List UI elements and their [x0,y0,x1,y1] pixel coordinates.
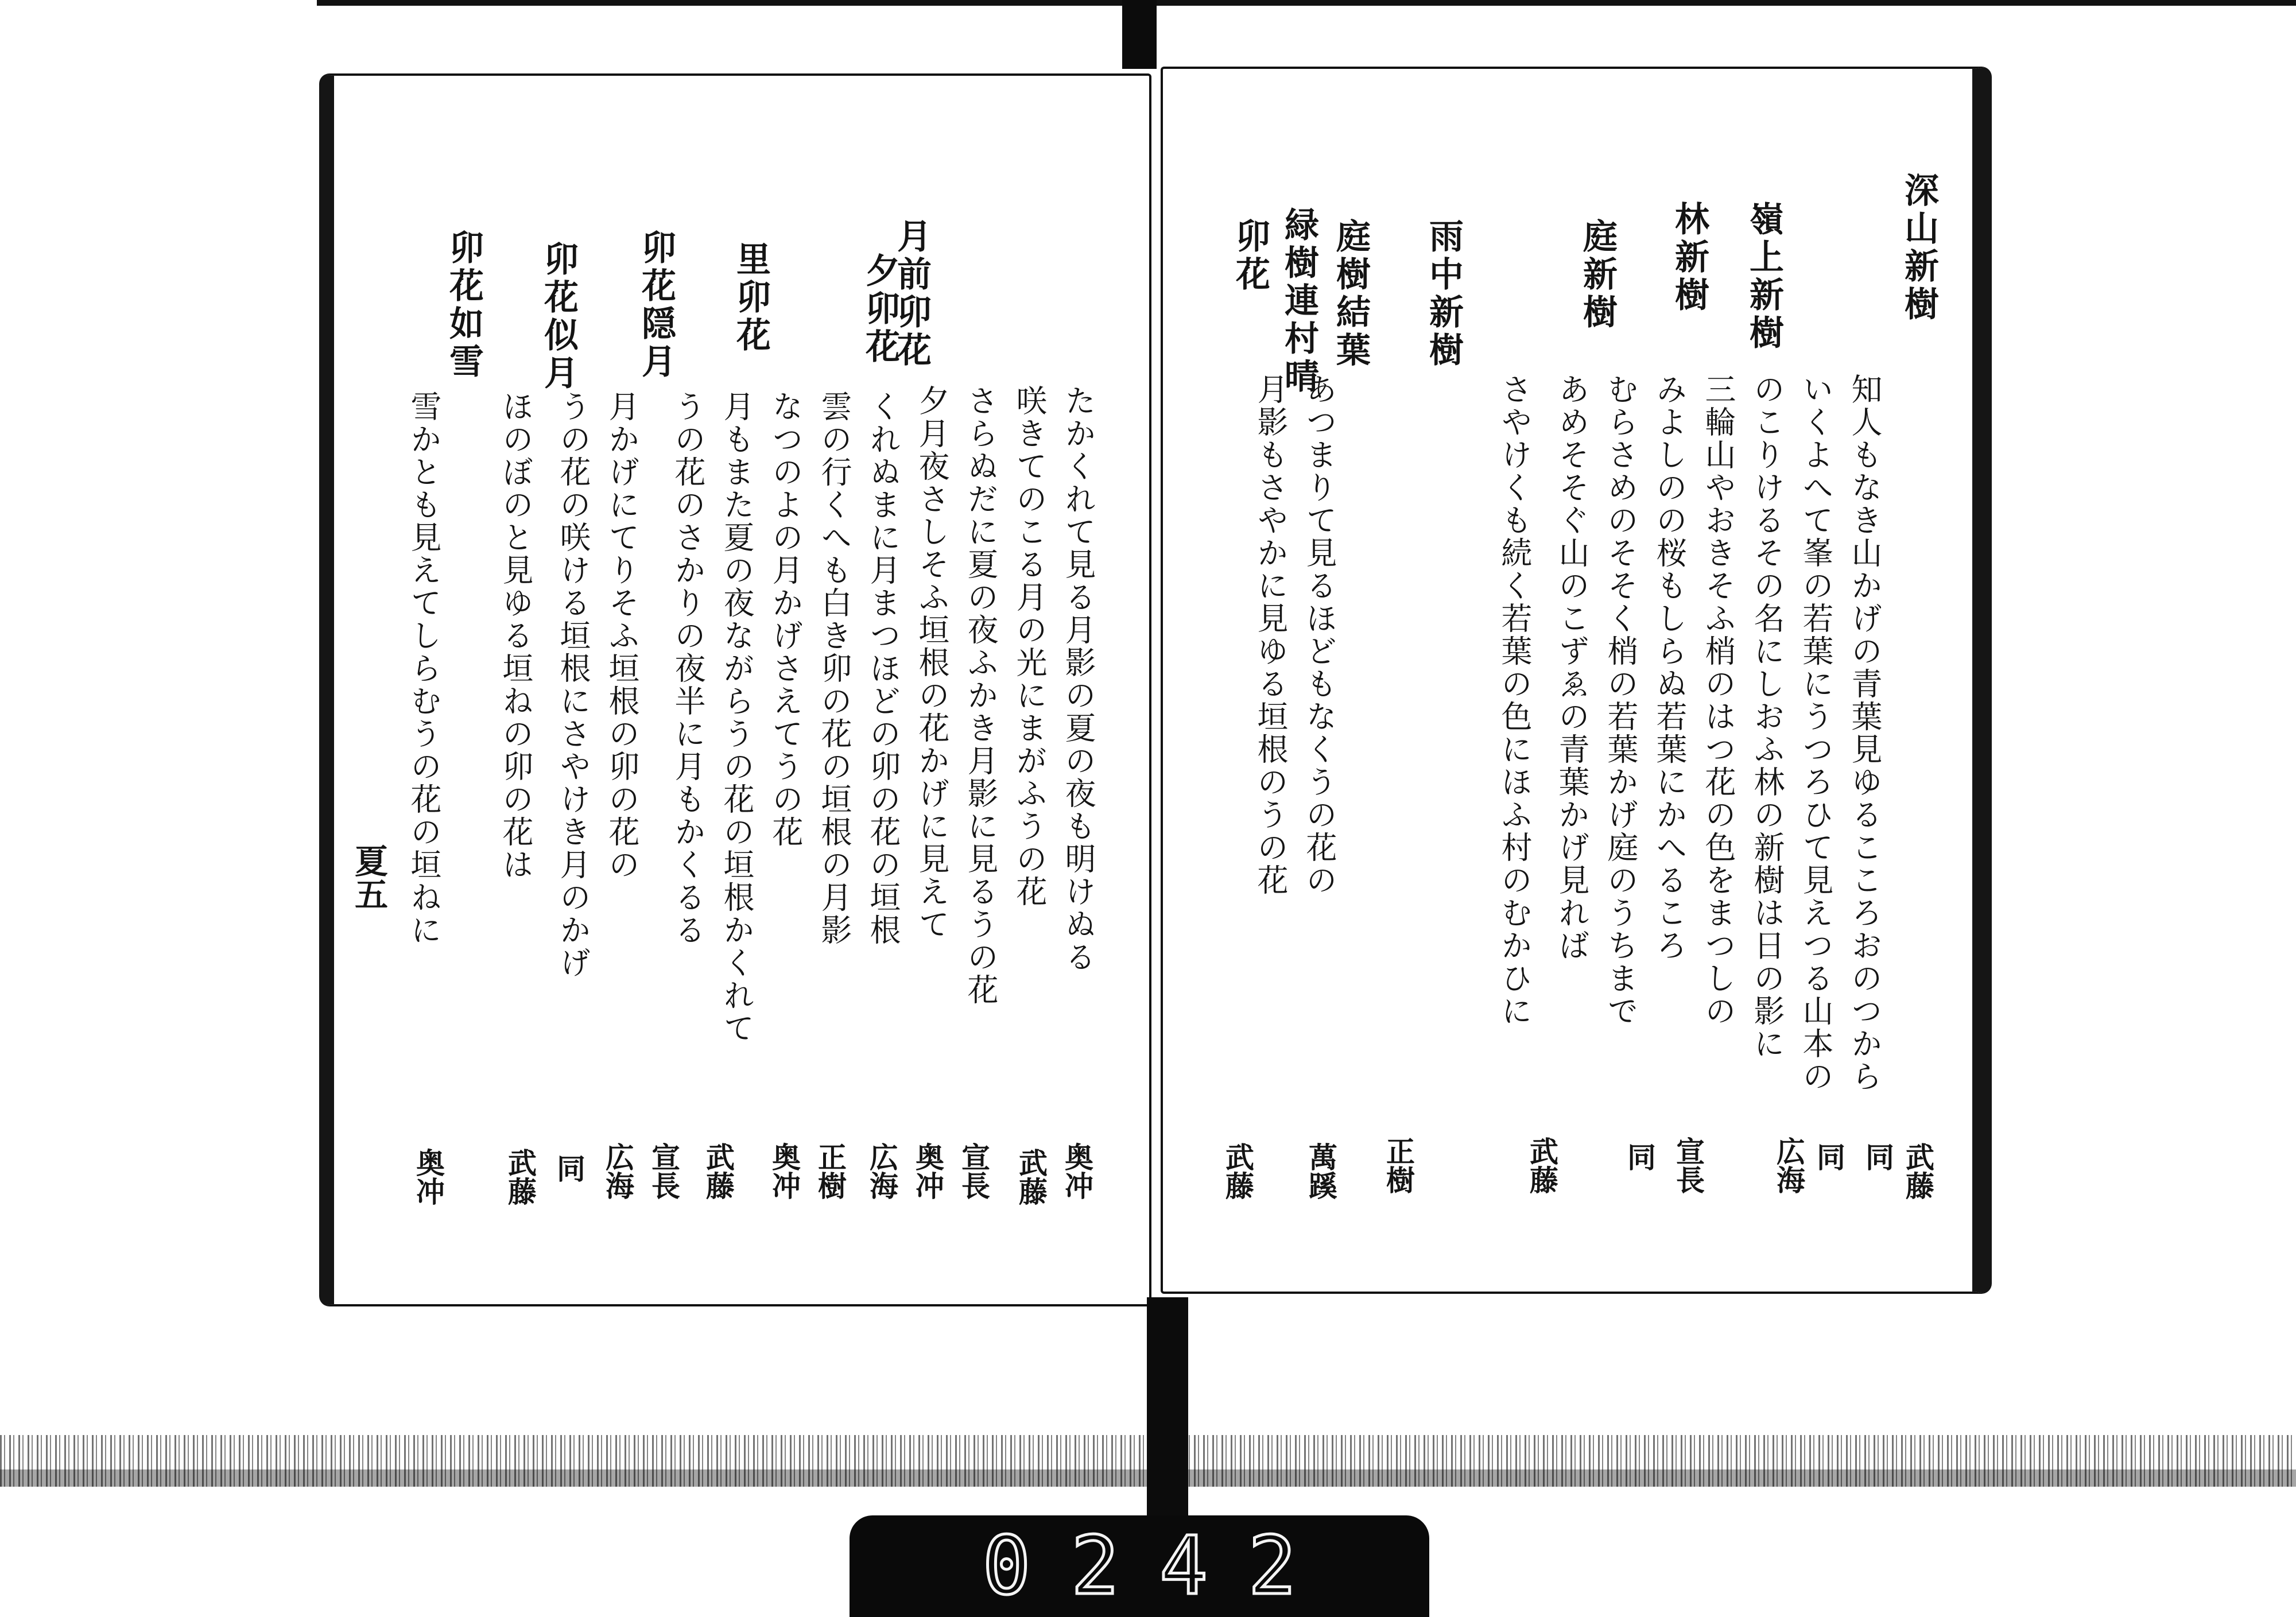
poem-title: 夕卯花 [860,253,900,366]
poem-author: 宣長 [957,1142,991,1200]
poem-title: 庭新樹 [1577,218,1618,332]
frame-counter [850,1515,1429,1617]
poem-author: 奥冲 [767,1142,801,1200]
poem-title: 卯花似月 [538,241,579,393]
poem-text: あつまりて見るほどもなくうの花の [1301,373,1337,897]
poem-text: みよしのの桜もしらぬ若葉にかへるころ [1651,373,1688,962]
poem-author: 同 [1861,1142,1895,1171]
poem-author: 同 [1812,1142,1846,1171]
poem-author: 奥冲 [911,1142,945,1200]
poem-author: 同 [552,1154,586,1182]
poem-author: 武藤 [1525,1137,1559,1194]
poem-author: 武藤 [1901,1142,1935,1200]
binding-spine-bottom [1147,1297,1188,1538]
poem-author: 宣長 [1671,1137,1705,1194]
poem-text: くれぬまに月まつほどの卯の花の垣根 [865,390,901,947]
poem-text: うの花の咲ける垣根にさやけき月のかげ [555,390,591,979]
frame-number: 0242 [982,1519,1337,1613]
poem-text: 咲きてのこる月の光にまがふうの花 [1011,385,1048,908]
poem-author: 武藤 [1221,1142,1255,1200]
poem-author: 武藤 [701,1142,735,1200]
poem-title: 緑樹連村晴 [1279,207,1319,396]
scan-top-rule [317,0,2296,6]
poem-title: 庭樹結葉 [1331,218,1371,370]
poem-author: 正樹 [1382,1137,1415,1194]
poem-text: むらさめのそそく梢の若葉かげ庭のうちまで [1603,373,1639,1027]
binding-spine-top [1122,0,1157,69]
poem-author: 武藤 [1014,1148,1048,1205]
poem-text: 月もまた夏の夜ながらうの花の垣根かくれて [719,390,755,1045]
poem-text: 夕月夜さしそふ垣根の花かげに見えて [914,385,950,941]
poem-text: いくよへて峯の若葉にうつろひて見えつる山本の [1798,373,1834,1093]
poem-title: 雨中新樹 [1424,218,1464,370]
poem-title: 林新樹 [1669,201,1709,315]
poem-author: 同 [1623,1142,1657,1171]
poem-text: 知人もなき山かげの青葉見ゆるこころおのつから [1847,373,1883,1093]
poem-title: 里卯花 [731,241,771,355]
poem-text: さらぬだに夏の夜ふかき月影に見るうの花 [963,385,999,1006]
poem-author: 正樹 [813,1142,847,1200]
poem-title: 深山新樹 [1899,172,1939,324]
poem-author: 広海 [1772,1137,1806,1194]
poem-author: 奥冲 [1060,1142,1094,1200]
poem-text: 雲の行くへも白き卯の花の垣根の月影 [816,390,852,947]
poem-author: 宣長 [647,1142,681,1200]
poem-title: 卯花如雪 [444,230,484,381]
poem-text: たかくれて見る月影の夏の夜も明けぬる [1060,385,1096,974]
folio-label: 夏五 [349,844,388,910]
poem-text: のこりけるその名にしおふ林の新樹は日の影に [1749,373,1785,1060]
poem-title: 月前卯花 [891,218,932,370]
poem-text: なつのよの月かげさえてうの花 [767,390,804,848]
poem-author: 広海 [601,1142,635,1200]
poem-text: 月かげにてりそふ垣根の卯の花の [604,390,640,881]
poem-title: 卯花隠月 [636,230,676,381]
poem-author: 広海 [865,1142,899,1200]
poem-text: ほのぼのと見ゆる垣ねの卯の花は [498,390,534,881]
poem-text: うの花のさかりの夜半に月もかくるる [670,390,706,947]
poem-author: 萬蹊 [1304,1142,1338,1200]
poem-author: 武藤 [503,1148,537,1205]
poem-title: 嶺上新樹 [1744,201,1784,352]
poem-text: あめそそぐ山のこずゑの青葉かげ見れば [1554,373,1590,962]
poem-text: さやけくも続く若葉の色にほふ村のむかひに [1496,373,1533,1027]
poem-author: 奥冲 [412,1148,445,1205]
poem-title: 卯花 [1230,218,1270,294]
poem-text: 三輪山やおきそふ梢のはつ花の色をまつしの [1700,373,1736,1027]
poem-text: 雪かとも見えてしらむうの花の垣ねに [406,390,442,947]
poem-text: 月影もさやかに見ゆる垣根のうの花 [1252,373,1289,897]
